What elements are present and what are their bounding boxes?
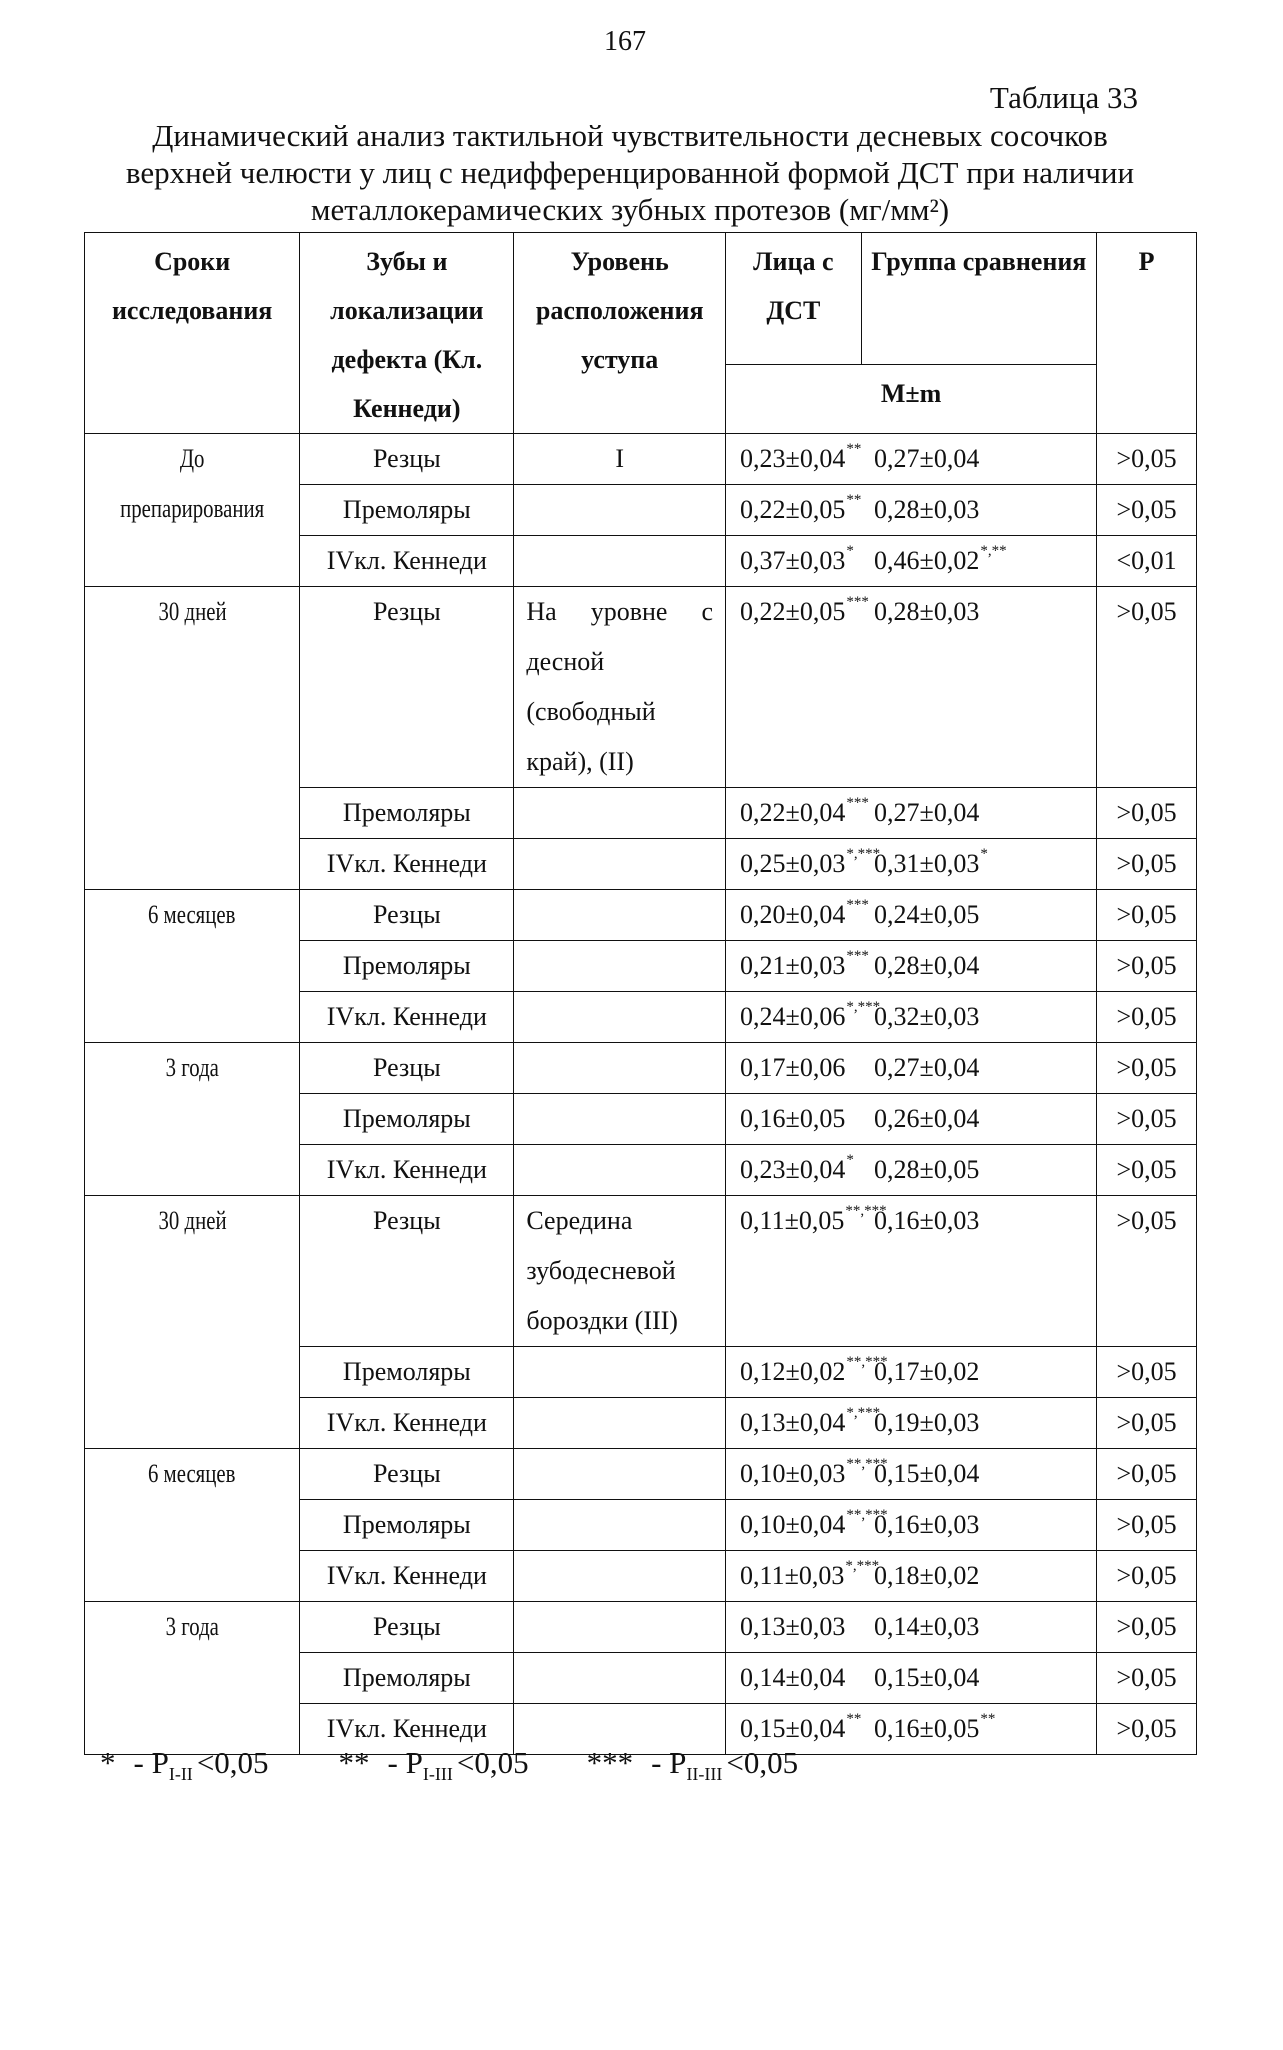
significance-mark: *,*** [846,1405,881,1421]
cell-p: <0,01 [1097,536,1197,587]
value-comparison: 0,19±0,03 [874,1408,980,1437]
header-mean: M±m [726,364,1097,433]
cell-p: >0,05 [1097,1653,1197,1704]
value-dst: 0,20±0,04*** [740,897,869,929]
table-row [85,434,1197,485]
cell-values [726,587,1097,788]
cell-values [726,1094,1097,1145]
header-comparison: Группа сравнения [861,233,1096,365]
cell-level [514,992,726,1043]
cell-tooth: Премоляры [300,1094,514,1145]
significance-mark: **,*** [845,1203,887,1219]
legend-item: * - $P_{I-II} <0,05$ [100,1745,269,1785]
cell-level [514,839,726,890]
header-p: P [1097,233,1197,434]
cell-tooth: Резцы [300,1043,514,1094]
cell-values [726,839,1097,890]
value-dst: 0,22±0,05** [740,492,862,524]
cell-p: >0,05 [1097,992,1197,1043]
significance-mark: *** [846,948,869,964]
significance-mark: *,*** [845,1558,880,1574]
cell-values [726,1551,1097,1602]
cell-level: Середина зубодесневой бороздки (III) [514,1196,726,1347]
value-dst: 0,10±0,04**,*** [740,1507,888,1539]
value-dst: 0,16±0,05 [740,1104,846,1133]
cell-period: 6 месяцев [85,890,300,1043]
value-dst: 0,23±0,04** [740,441,862,473]
value-comparison: 0,14±0,03 [874,1612,980,1641]
cell-tooth: IVкл. Кеннеди [300,1145,514,1196]
value-comparison: 0,27±0,04 [874,798,980,827]
legend [100,1745,798,1785]
cell-values [726,434,1097,485]
table-row [85,890,1197,941]
cell-tooth: IVкл. Кеннеди [300,839,514,890]
value-dst: 0,22±0,05*** [740,594,869,626]
significance-mark: *** [846,594,869,610]
value-dst: 0,24±0,06*,*** [740,999,881,1031]
value-dst: 0,12±0,02**,*** [740,1354,888,1386]
significance-mark: ** [846,1711,862,1727]
results-table [84,232,1197,1755]
value-comparison: 0,46±0,02*,** [874,543,1007,575]
significance-mark: *** [846,795,869,811]
cell-p: >0,05 [1097,941,1197,992]
cell-level: На уровне с десной (свободный край), (II) [514,587,726,788]
value-comparison: 0,28±0,03 [874,597,980,626]
cell-level [514,941,726,992]
cell-values [726,1398,1097,1449]
value-comparison: 0,32±0,03 [874,1002,980,1031]
value-dst: 0,14±0,04 [740,1663,846,1692]
significance-mark: *,*** [846,999,881,1015]
cell-values [726,941,1097,992]
cell-p: >0,05 [1097,839,1197,890]
cell-p: >0,05 [1097,1449,1197,1500]
cell-tooth: Премоляры [300,1653,514,1704]
value-comparison: 0,16±0,05** [874,1711,996,1743]
value-dst: 0,37±0,03* [740,543,854,575]
cell-period: 3 года [85,1043,300,1196]
cell-tooth: Премоляры [300,1500,514,1551]
cell-values [726,1043,1097,1094]
cell-tooth: Премоляры [300,1347,514,1398]
value-dst: 0,23±0,04* [740,1152,854,1184]
value-dst: 0,11±0,05**,*** [740,1203,887,1235]
header-dst: Лица с ДСТ [726,233,862,365]
value-comparison: 0,15±0,04 [874,1459,980,1488]
cell-p: >0,05 [1097,1704,1197,1755]
cell-tooth: Резцы [300,1602,514,1653]
cell-values [726,1145,1097,1196]
value-comparison: 0,15±0,04 [874,1663,980,1692]
cell-tooth: IVкл. Кеннеди [300,536,514,587]
cell-period: 3 года [85,1602,300,1755]
cell-p: >0,05 [1097,788,1197,839]
cell-period: 30 дней [85,1196,300,1449]
cell-p: >0,05 [1097,587,1197,788]
table-row [85,1196,1197,1347]
cell-level [514,1094,726,1145]
cell-level [514,1500,726,1551]
significance-mark: *,*** [846,846,881,862]
table-caption: Динамический анализ тактильной чувствительности десневых сосочков верхней челюсти у лиц с недифференцированной формой ДСТ при наличии металлокерамических зубных протезов (мг/мм²) [125,118,1135,227]
value-comparison: 0,28±0,04 [874,951,980,980]
significance-mark: ** [846,441,862,457]
cell-period: 6 месяцев [85,1449,300,1602]
value-dst: 0,15±0,04** [740,1711,862,1743]
value-dst: 0,17±0,06 [740,1053,846,1082]
cell-level [514,788,726,839]
cell-level [514,1347,726,1398]
value-dst: 0,13±0,04*,*** [740,1405,881,1437]
significance-mark: *,** [980,543,1007,559]
value-comparison: 0,24±0,05 [874,900,980,929]
cell-p: >0,05 [1097,1347,1197,1398]
table-row [85,1043,1197,1094]
cell-tooth: IVкл. Кеннеди [300,1398,514,1449]
cell-tooth: Премоляры [300,788,514,839]
significance-mark: * [980,846,988,862]
table-row [85,1602,1197,1653]
cell-level [514,1145,726,1196]
value-comparison: 0,28±0,05 [874,1155,980,1184]
cell-tooth: Резцы [300,1449,514,1500]
cell-values [726,1602,1097,1653]
cell-level [514,485,726,536]
cell-values [726,1196,1097,1347]
value-comparison: 0,26±0,04 [874,1104,980,1133]
table-row [85,1449,1197,1500]
value-comparison: 0,31±0,03* [874,846,988,878]
cell-tooth: Премоляры [300,941,514,992]
cell-p: >0,05 [1097,1602,1197,1653]
significance-mark: * [846,543,854,559]
header-tooth: Зубы и локализации дефекта (Кл. Кеннеди) [300,233,514,434]
cell-level [514,1602,726,1653]
cell-period: 30 дней [85,587,300,890]
cell-p: >0,05 [1097,434,1197,485]
cell-p: >0,05 [1097,1500,1197,1551]
value-comparison: 0,28±0,03 [874,495,980,524]
legend-item: *** - $P_{II-III} <0,05$ [586,1745,799,1785]
cell-tooth: Резцы [300,890,514,941]
cell-p: >0,05 [1097,890,1197,941]
cell-level [514,536,726,587]
cell-values [726,1449,1097,1500]
cell-level [514,1551,726,1602]
value-comparison: 0,16±0,03 [874,1510,980,1539]
value-dst: 0,21±0,03*** [740,948,869,980]
significance-mark: * [846,1152,854,1168]
value-dst: 0,11±0,03*,*** [740,1558,880,1590]
cell-level [514,1449,726,1500]
value-dst: 0,10±0,03**,*** [740,1456,888,1488]
cell-values [726,485,1097,536]
significance-mark: ** [846,492,862,508]
significance-mark: **,*** [846,1507,888,1523]
cell-tooth: IVкл. Кеннеди [300,992,514,1043]
cell-values [726,1653,1097,1704]
header-period: Сроки исследования [85,233,300,434]
value-comparison: 0,27±0,04 [874,444,980,473]
cell-p: >0,05 [1097,485,1197,536]
significance-mark: **,*** [846,1354,888,1370]
cell-tooth: Резцы [300,434,514,485]
table-label: Таблица 33 [989,80,1138,115]
significance-mark: *** [846,897,869,913]
page-number: 167 [604,26,646,57]
value-comparison: 0,18±0,02 [874,1561,980,1590]
table-body [85,434,1197,1755]
value-comparison: 0,27±0,04 [874,1053,980,1082]
cell-values [726,788,1097,839]
header-level: Уровень расположения уступа [514,233,726,434]
cell-p: >0,05 [1097,1094,1197,1145]
cell-level [514,1398,726,1449]
value-dst: 0,22±0,04*** [740,795,869,827]
cell-values [726,1500,1097,1551]
cell-tooth: Премоляры [300,485,514,536]
cell-tooth: IVкл. Кеннеди [300,1551,514,1602]
significance-mark: **,*** [846,1456,888,1472]
cell-p: >0,05 [1097,1196,1197,1347]
cell-values [726,992,1097,1043]
cell-p: >0,05 [1097,1398,1197,1449]
cell-p: >0,05 [1097,1043,1197,1094]
table-row [85,587,1197,788]
value-dst: 0,25±0,03*,*** [740,846,881,878]
cell-level: I [514,434,726,485]
cell-level [514,890,726,941]
cell-values [726,536,1097,587]
value-comparison: 0,17±0,02 [874,1357,980,1386]
legend-item: ** - $P_{I-III} <0,05$ [338,1745,529,1785]
cell-level [514,1653,726,1704]
cell-level [514,1043,726,1094]
value-comparison: 0,16±0,03 [874,1206,980,1235]
significance-mark: ** [980,1711,996,1727]
cell-tooth: IVкл. Кеннеди [300,1704,514,1755]
cell-values [726,1347,1097,1398]
cell-p: >0,05 [1097,1145,1197,1196]
cell-tooth: Резцы [300,587,514,788]
cell-period: До препарирования [85,434,300,587]
cell-p: >0,05 [1097,1551,1197,1602]
cell-values [726,890,1097,941]
cell-tooth: Резцы [300,1196,514,1347]
value-dst: 0,13±0,03 [740,1612,846,1641]
